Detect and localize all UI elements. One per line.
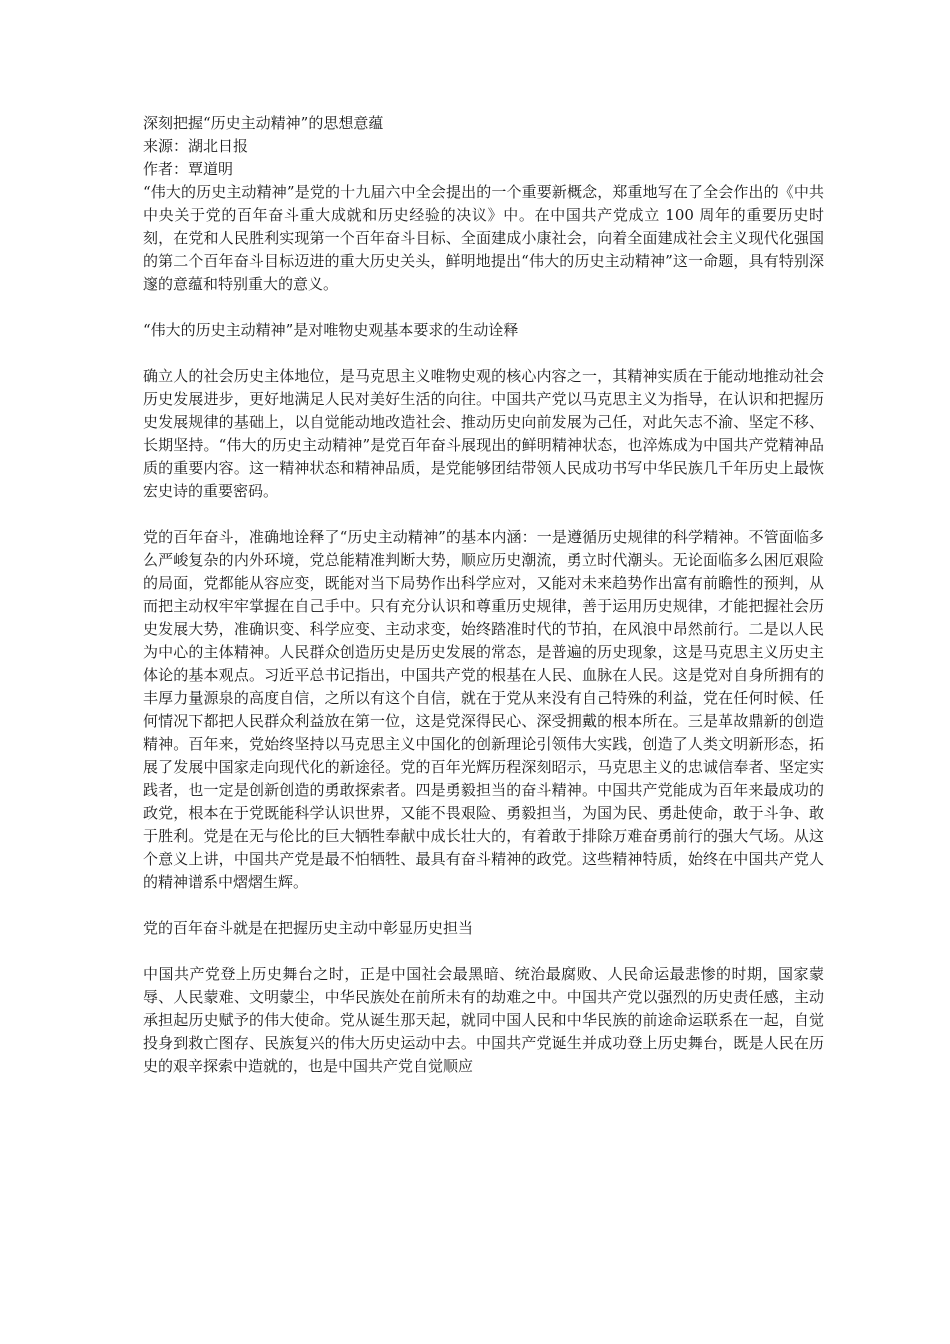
document-title: 深刻把握“历史主动精神”的思想意蕴 [143, 114, 384, 132]
intro-paragraph: “伟大的历史主动精神”是党的十九届六中全会提出的一个重要新概念，郑重地写在了全会作出的《中共中央关于党的百年奋斗重大成就和历史经验的决议》中。在中国共产党成立 100 周年的重要历史时刻，在党和人民胜利实现第一个百年奋斗目标、全面建成小康社会，向着全面建成社会主义现代化强国的第二个百年奋斗目标迈进的重大历史关头，鲜明地提出“伟大的历史主动精神”这一命题，具有特别深邃的意蕴和特别重大的意义。 [143, 183, 824, 293]
section-heading-1: “伟大的历史主动精神”是对唯物史观基本要求的生动诠释 [143, 321, 519, 339]
document-author: 作者：覃道明 [143, 160, 234, 178]
spacer [143, 894, 824, 917]
document-page [143, 112, 824, 1078]
document-source: 来源：湖北日报 [143, 137, 249, 155]
section-2-paragraph: 党的百年奋斗，准确地诠释了“历史主动精神”的基本内涵：一是遵循历史规律的科学精神。不管面临多么严峻复杂的内外环境，党总能精准判断大势，顺应历史潮流，勇立时代潮头。无论面临多么困厄艰险的局面，党都能从容应变，既能对当下局势作出科学应对，又能对未来趋势作出富有前瞻性的预判，从而把主动权牢牢掌握在自己手中。只有充分认识和尊重历史规律，善于运用历史规律，才能把握社会历史发展大势，准确识变、科学应变、主动求变，始终踏准时代的节拍，在风浪中昂然前行。二是以人民为中心的主体精神。人民群众创造历史是历史发展的常态，是普遍的历史现象，这是马克思主义历史主体论的基本观点。习近平总书记指出，中国共产党的根基在人民、血脉在人民。这是党对自身所拥有的丰厚力量源泉的高度自信，之所以有这个自信，就在于党从来没有自己特殊的利益，党在任何时候、任何情况下都把人民群众利益放在第一位，这是党深得民心、深受拥戴的根本所在。三是革故鼎新的创造精神。百年来，党始终坚持以马克思主义中国化的创新理论引领伟大实践，创造了人类文明新形态，拓展了发展中国家走向现代化的新途径。党的百年光辉历程深刻昭示，马克思主义的忠诚信奉者、坚定实践者，也一定是创新创造的勇敢探索者。四是勇毅担当的奋斗精神。中国共产党能成为百年来最成功的政党，根本在于党既能科学认识世界，又能不畏艰险、勇毅担当，为国为民、勇赴使命，敢于斗争、敢于胜利。党是在无与伦比的巨大牺牲奉献中成长壮大的，有着敢于排除万难奋勇前行的强大气场。从这个意义上讲，中国共产党是最不怕牺牲、最具有奋斗精神的政党。这些精神特质，始终在中国共产党人的精神谱系中熠熠生辉。 [143, 528, 824, 891]
spacer [143, 940, 824, 963]
section-3-paragraph: 中国共产党登上历史舞台之时，正是中国社会最黑暗、统治最腐败、人民命运最悲惨的时期，国家蒙辱、人民蒙难、文明蒙尘，中华民族处在前所未有的劫难之中。中国共产党以强烈的历史责任感，主动承担起历史赋予的伟大使命。党从诞生那天起，就同中国人民和中华民族的前途命运联系在一起，自觉投身到救亡图存、民族复兴的伟大历史运动中去。中国共产党诞生并成功登上历史舞台，既是人民在历史的艰辛探索中造就的，也是中国共产党自觉顺应 [143, 965, 824, 1075]
spacer [143, 503, 824, 526]
spacer [143, 296, 824, 319]
spacer [143, 342, 824, 365]
section-heading-2: 党的百年奋斗就是在把握历史主动中彰显历史担当 [143, 919, 474, 937]
section-1-paragraph: 确立人的社会历史主体地位，是马克思主义唯物史观的核心内容之一，其精神实质在于能动地推动社会历史发展进步，更好地满足人民对美好生活的向往。中国共产党以马克思主义为指导，在认识和把握历史发展规律的基础上，以自觉能动地改造社会、推动历史向前发展为己任，对此矢志不渝、坚定不移、长期坚持。“伟大的历史主动精神”是党百年奋斗展现出的鲜明精神状态，也淬炼成为中国共产党精神品质的重要内容。这一精神状态和精神品质，是党能够团结带领人民成功书写中华民族几千年历史上最恢宏史诗的重要密码。 [143, 367, 824, 500]
